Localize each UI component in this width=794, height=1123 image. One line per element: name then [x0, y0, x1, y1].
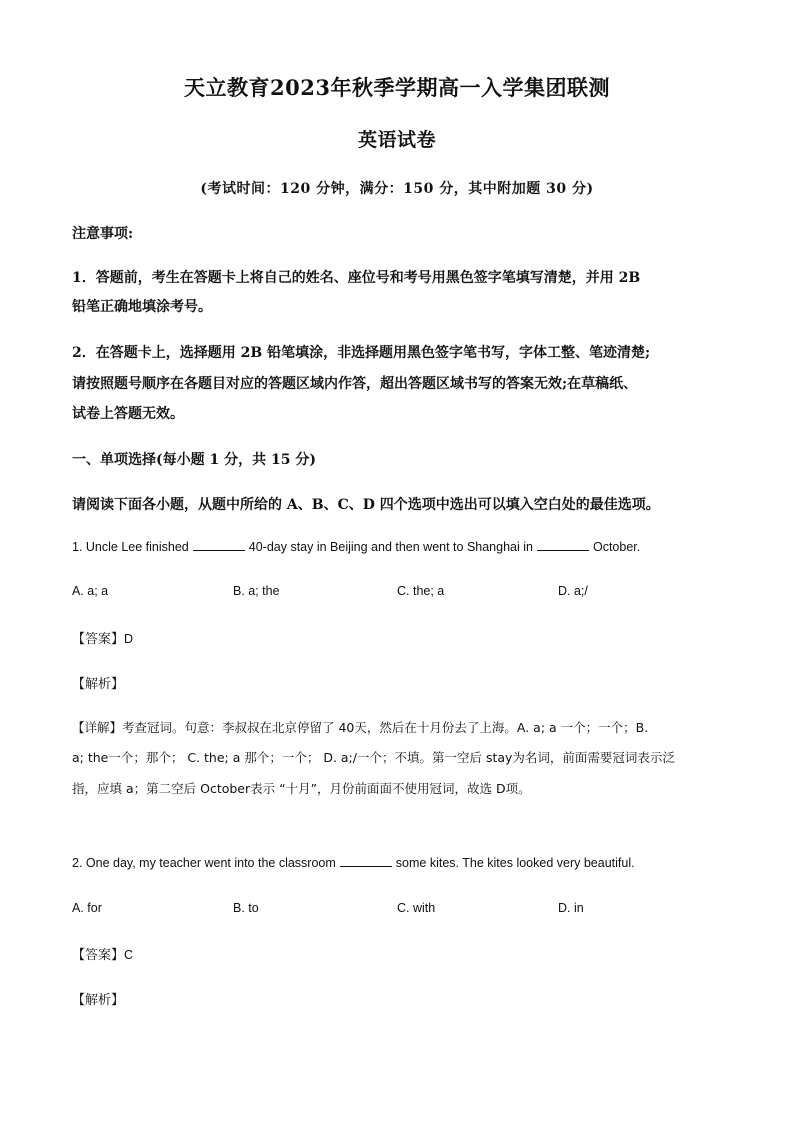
question-2-option-a: A. for: [72, 901, 102, 915]
section-heading: 一、单项选择(每小题 1 分，共 15 分): [72, 452, 316, 468]
question-1-stem-part-3: October.: [592, 540, 641, 554]
question-2-answer: [72, 944, 133, 963]
exam-info: (考试时间：120 分钟，满分：150 分，其中附加题 30 分): [200, 181, 594, 197]
answer-value: D: [124, 632, 134, 646]
section-instruction: 请阅读下面各小题，从题中所给的 A、B、C、D 四个选项中选出可以填入空白处的最佳选项。: [72, 497, 660, 513]
question-2-analysis-tag: 【解析】: [72, 993, 125, 1008]
question-2-option-b: B. to: [233, 901, 259, 915]
notice-item-2-line-3: 试卷上答题无效。: [72, 406, 184, 422]
question-1-answer: [72, 628, 133, 647]
question-2-stem: [72, 856, 635, 870]
question-1-stem: [72, 540, 640, 554]
question-1-detail-line-3: 指，应填 a；第二空后 October表示 “十月”，月份前面面不使用冠词，故选 D项。: [72, 781, 531, 796]
exam-subtitle: 英语试卷: [357, 129, 436, 151]
question-1-option-b: B. a; the: [233, 584, 280, 598]
answer-blank: [537, 549, 589, 551]
question-1-detail-line-1: 【详解】考查冠词。句意：李叔叔在北京停留了 40天，然后在十月份去了上海。A. a; a 一个；一个；B.: [72, 720, 649, 735]
question-1-option-a: A. a; a: [72, 584, 109, 598]
question-2-stem-part-1: 2. One day, my teacher went into the classroom: [72, 856, 336, 870]
notice-item-1-line-2: 铅笔正确地填涂考号。: [72, 299, 212, 315]
question-1-analysis-tag: 【解析】: [72, 677, 125, 692]
question-2-option-c: C. with: [397, 901, 436, 915]
answer-blank: [193, 549, 245, 551]
exam-title: 天立教育2023年秋季学期高一入学集团联测: [184, 75, 610, 100]
question-1-stem-part-1: 1. Uncle Lee finished: [72, 540, 189, 554]
answer-tag: 【答案】: [72, 948, 125, 963]
question-1-option-d: D. a;/: [558, 584, 588, 598]
answer-value: C: [124, 948, 134, 962]
question-2-stem-part-2: some kites. The kites looked very beautiful.: [395, 856, 635, 870]
answer-blank: [340, 865, 392, 867]
notice-heading: 注意事项:: [72, 226, 134, 242]
notice-item-1-line-1: 1．答题前，考生在答题卡上将自己的姓名、座位号和考号用黑色签字笔填写清楚，并用 2B: [72, 270, 641, 286]
question-1-detail-line-2: a; the一个；那个； C. the; a 那个；一个； D. a;/一个；不填。第一空后 stay为名词，前面需要冠词表示泛: [72, 750, 675, 765]
question-1-stem-part-2: 40-day stay in Beijing and then went to Shanghai in: [248, 540, 533, 554]
notice-item-2-line-2: 请按照题号顺序在各题目对应的答题区域内作答，超出答题区域书写的答案无效;在草稿纸、: [72, 376, 638, 392]
question-1-option-c: C. the; a: [397, 584, 445, 598]
notice-item-2-line-1: 2．在答题卡上，选择题用 2B 铅笔填涂，非选择题用黑色签字笔书写，字体工整、笔迹清楚;: [72, 345, 651, 361]
answer-tag: 【答案】: [72, 632, 125, 647]
question-2-option-d: D. in: [558, 901, 584, 915]
